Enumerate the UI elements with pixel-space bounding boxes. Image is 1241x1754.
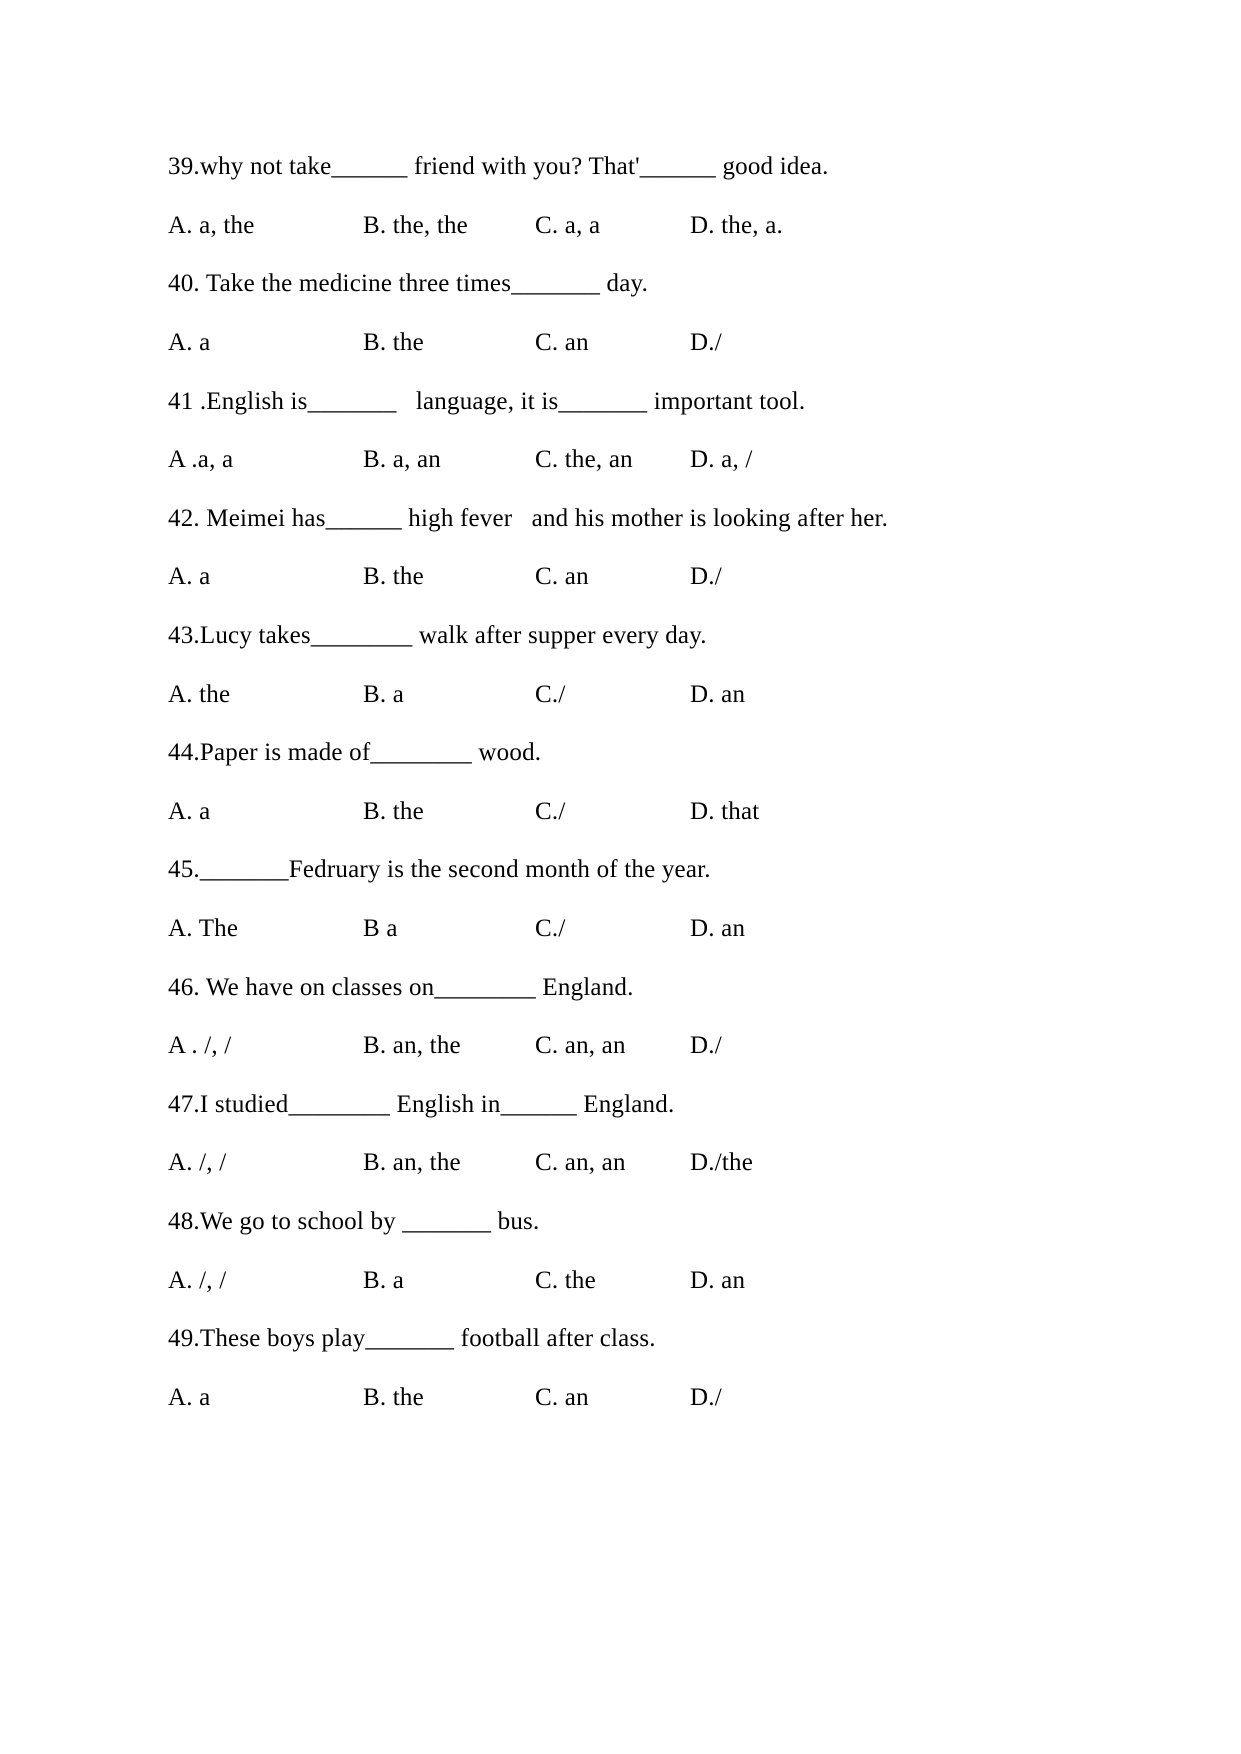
option-b: B. an, the <box>363 1032 461 1060</box>
option-a: A. a <box>168 1383 211 1411</box>
option-a: A. /, / <box>168 1266 227 1294</box>
options-row <box>168 900 1201 959</box>
option-a: A. a <box>168 329 211 357</box>
question-stem: 40. Take the medicine three times_______ day. <box>168 270 649 298</box>
option-c: C. an, an <box>535 1032 626 1060</box>
option-d: D. that <box>690 797 760 825</box>
option-b: B. an, the <box>363 1149 461 1177</box>
options-row <box>168 431 1201 490</box>
option-c: C. the, an <box>535 446 633 474</box>
option-b: B. the <box>363 563 424 591</box>
option-a: A. The <box>168 915 239 943</box>
question-stem: 48.We go to school by _______ bus. <box>168 1207 540 1235</box>
option-a: A. a, the <box>168 211 255 239</box>
option-b: B. a <box>363 1266 405 1294</box>
option-b: B. the <box>363 797 424 825</box>
option-c: C./ <box>535 797 566 825</box>
option-b: B a <box>363 915 398 943</box>
option-d: D./ <box>690 563 722 591</box>
question-block <box>168 138 1201 255</box>
option-b: B. the <box>363 329 424 357</box>
question-stem: 44.Paper is made of________ wood. <box>168 739 542 767</box>
option-a: A .a, a <box>168 446 234 474</box>
question-block <box>168 724 1201 841</box>
option-d: D./ <box>690 1383 722 1411</box>
question-block <box>168 255 1201 372</box>
option-d: D. an <box>690 680 746 708</box>
question-stem: 47.I studied________ English in______ England. <box>168 1090 675 1118</box>
options-row <box>168 783 1201 842</box>
options-row <box>168 197 1201 256</box>
option-c: C./ <box>535 915 566 943</box>
question-block <box>168 1310 1201 1427</box>
option-a: A. /, / <box>168 1149 227 1177</box>
option-c: C. an, an <box>535 1149 626 1177</box>
option-d: D. an <box>690 915 746 943</box>
question-block <box>168 841 1201 958</box>
options-row <box>168 548 1201 607</box>
option-b: B. the, the <box>363 211 468 239</box>
option-a: A. a <box>168 563 211 591</box>
option-c: C. a, a <box>535 211 601 239</box>
question-block <box>168 1076 1201 1193</box>
options-row <box>168 665 1201 724</box>
option-d: D. a, / <box>690 446 753 474</box>
option-b: B. the <box>363 1383 424 1411</box>
question-stem: 49.These boys play_______ football after class. <box>168 1325 656 1353</box>
question-stem: 39.why not take______ friend with you? That'______ good idea. <box>168 153 829 181</box>
options-row <box>168 1017 1201 1076</box>
option-c: C. the <box>535 1266 596 1294</box>
question-stem: 45._______Fedruary is the second month of the year. <box>168 856 711 884</box>
option-c: C. an <box>535 1383 589 1411</box>
option-c: C. an <box>535 563 589 591</box>
question-block <box>168 1193 1201 1310</box>
option-b: B. a, an <box>363 446 441 474</box>
option-a: A . /, / <box>168 1032 232 1060</box>
option-d: D. the, a. <box>690 211 783 239</box>
question-stem: 46. We have on classes on________ England. <box>168 973 634 1001</box>
question-stem: 42. Meimei has______ high fever and his mother is looking after her. <box>168 504 889 532</box>
option-d: D./the <box>690 1149 753 1177</box>
question-stem: 41 .English is_______ language, it is_______ important tool. <box>168 387 806 415</box>
question-block <box>168 607 1201 724</box>
option-a: A. a <box>168 797 211 825</box>
option-b: B. a <box>363 680 405 708</box>
option-d: D./ <box>690 329 722 357</box>
options-row <box>168 1134 1201 1193</box>
options-row <box>168 1251 1201 1310</box>
options-row <box>168 314 1201 373</box>
options-row <box>168 1368 1201 1427</box>
option-c: C. an <box>535 329 589 357</box>
question-block <box>168 372 1201 489</box>
option-d: D./ <box>690 1032 722 1060</box>
option-c: C./ <box>535 680 566 708</box>
question-block <box>168 490 1201 607</box>
question-stem: 43.Lucy takes________ walk after supper every day. <box>168 622 707 650</box>
question-block <box>168 958 1201 1075</box>
option-d: D. an <box>690 1266 746 1294</box>
option-a: A. the <box>168 680 231 708</box>
